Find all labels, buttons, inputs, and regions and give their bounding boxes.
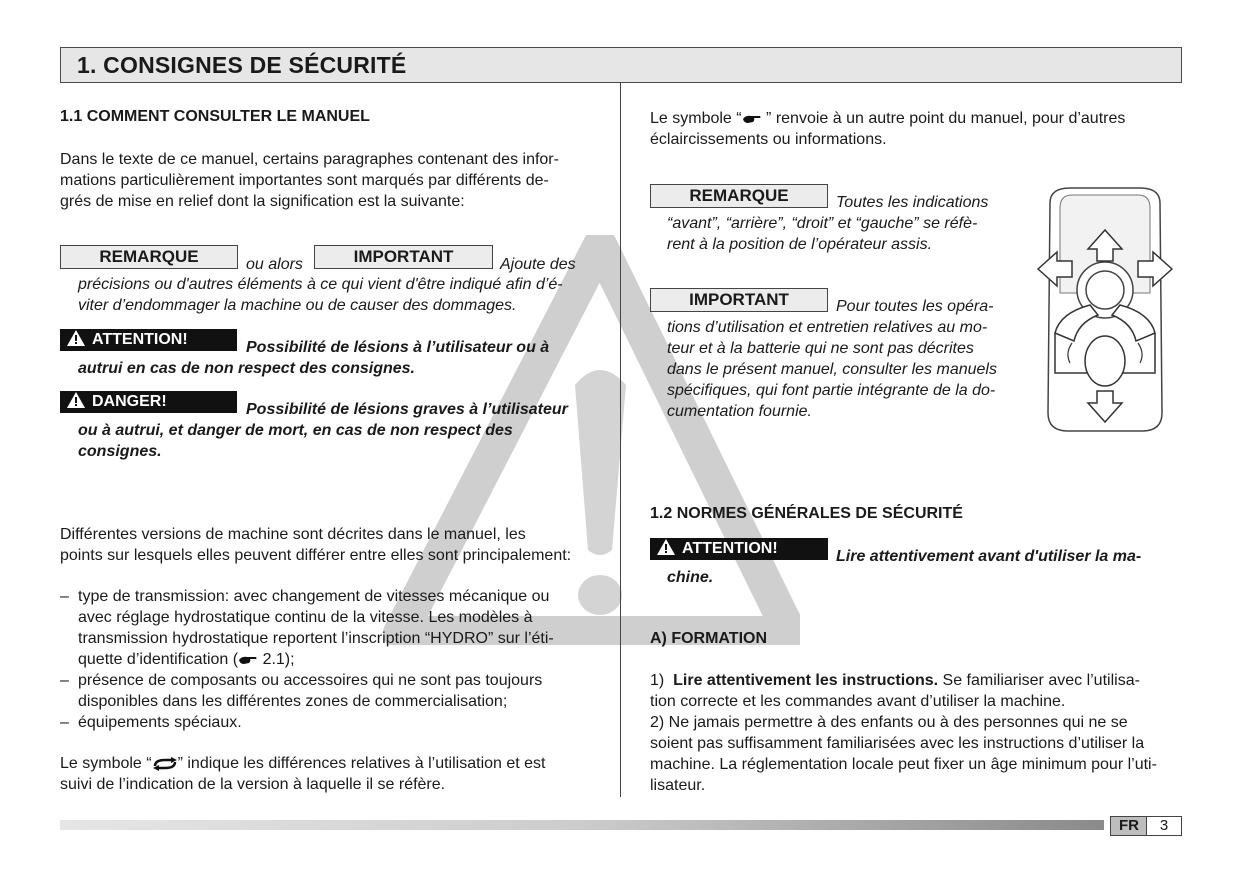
danger-label xyxy=(60,391,237,413)
warning-icon xyxy=(66,391,86,409)
intro-line: Dans le texte de ce manuel, certains paragraphes contenant des infor- xyxy=(60,151,559,168)
list-item xyxy=(60,670,600,712)
list-line: présence de composants ou accessoires qui ne sont pas toujours xyxy=(78,672,543,689)
attention-label xyxy=(60,329,237,351)
formation-line: 2) Ne jamais permettre à des enfants ou à des personnes qui ne se xyxy=(650,714,1128,731)
item-1-rest: Se familiariser avec l’utilisa- xyxy=(938,672,1140,689)
symbol-paragraph xyxy=(60,753,546,795)
remarque-line: “avant”, “arrière”, “droit” et “gauche” se réfè- xyxy=(667,215,978,232)
section-1-2-title: 1.2 NORMES GÉNÉRALES DE SÉCURITÉ xyxy=(650,505,963,522)
list-line: avec réglage hydrostatique continu de la vitesse. Les modèles à xyxy=(78,609,533,626)
important-line: dans le présent manuel, consulter les manuels xyxy=(667,361,997,378)
symbol-line xyxy=(60,753,546,774)
remarque-text-line1: Toutes les indications xyxy=(836,194,989,211)
important-text-line1: Pour toutes les opéra- xyxy=(836,298,994,315)
attention-text-line1: Lire attentivement avant d'utiliser la ma- xyxy=(836,548,1142,565)
list-item xyxy=(60,586,600,670)
item-number: 1) xyxy=(650,672,665,689)
important-label: IMPORTANT xyxy=(314,245,493,269)
operator-directions-diagram-icon xyxy=(1030,183,1180,435)
warning-icon xyxy=(66,329,86,347)
section-1-1-title: 1.1 COMMENT CONSULTER LE MANUEL xyxy=(60,108,370,125)
attention-text-line2: chine. xyxy=(667,569,714,586)
attention-label-text: ATTENTION! xyxy=(682,540,778,557)
remarque-explanation xyxy=(78,274,563,316)
list-item xyxy=(60,712,600,733)
remarque-line: précisions ou d'autres éléments à ce qui vient d'être indiqué afin d’é- xyxy=(78,276,563,293)
formation-items xyxy=(650,670,1180,796)
pointing-hand-icon xyxy=(238,654,258,666)
language-badge: FR xyxy=(1110,816,1148,836)
column-divider xyxy=(620,82,621,797)
important-line: tions d’utilisation et entretien relatives au mo- xyxy=(667,319,988,336)
pointer-paragraph xyxy=(650,108,1125,150)
attention-text-line2: autrui en cas de non respect des consignes. xyxy=(78,360,415,377)
list-dash: – xyxy=(60,672,69,689)
important-label: IMPORTANT xyxy=(650,288,828,312)
intro-line: grés de mise en relief dont la signification est la suivante: xyxy=(60,193,465,210)
pointer-line xyxy=(650,108,1125,129)
versions-intro xyxy=(60,524,571,566)
ajoute-des-text: Ajoute des xyxy=(500,256,576,273)
pointer-text-a: Le symbole “ xyxy=(650,110,742,127)
formation-line: machine. La réglementation locale peut fixer un âge minimum pour l’uti- xyxy=(650,756,1157,773)
danger-text-continued xyxy=(78,420,513,462)
symbol-text-a: Le symbole “ xyxy=(60,755,152,772)
remarque-label: REMARQUE xyxy=(60,245,238,269)
versions-line: points sur lesquels elles peuvent différer entre elles sont principalement: xyxy=(60,547,572,564)
list-dash: – xyxy=(60,588,69,605)
list-line: type de transmission: avec changement de vitesses mécanique ou xyxy=(78,588,550,605)
list-dash: – xyxy=(60,714,69,731)
list-line xyxy=(78,649,600,670)
page-number: 3 xyxy=(1146,816,1182,836)
item-1-bold: Lire attentivement les instructions. xyxy=(673,672,939,689)
pointing-hand-icon xyxy=(742,113,762,125)
versions-line: Différentes versions de machine sont décrites dans le manuel, les xyxy=(60,526,526,543)
versions-list xyxy=(60,586,600,733)
formation-title: A) FORMATION xyxy=(650,630,768,647)
attention-label-text: ATTENTION! xyxy=(92,331,188,348)
important-text-continued xyxy=(667,317,997,422)
version-variant-icon xyxy=(152,757,178,771)
warning-icon xyxy=(656,538,676,556)
formation-line: lisateur. xyxy=(650,777,706,794)
list-line-text: quette d’identification ( xyxy=(78,651,239,668)
list-line: transmission hydrostatique reportent l’inscription “HYDRO” sur l’éti- xyxy=(78,630,554,647)
pointer-text-b: ” renvoie à un autre point du manuel, pour d’autres xyxy=(761,110,1126,127)
section-header-bar xyxy=(60,47,1182,83)
important-line: spécifiques, qui font partie intégrante de la do- xyxy=(667,382,996,399)
section-ref: 2.1); xyxy=(262,651,295,668)
formation-line: tion correcte et les commandes avant d’utiliser la machine. xyxy=(650,693,1066,710)
ou-alors-text: ou alors xyxy=(246,256,303,273)
remarque-text-continued xyxy=(667,213,977,255)
remarque-line: viter d’endommager la machine ou de causer des dommages. xyxy=(78,297,517,314)
pointer-line: éclaircissements ou informations. xyxy=(650,131,887,148)
symbol-line: suivi de l’indication de la version à laquelle il se réfère. xyxy=(60,776,446,793)
footer-gradient-bar xyxy=(60,820,1104,830)
symbol-text-b: ” indique les différences relatives à l’utilisation et est xyxy=(177,755,546,772)
remarque-label: REMARQUE xyxy=(650,184,828,208)
danger-line: ou à autrui, et danger de mort, en cas de non respect des xyxy=(78,422,513,439)
intro-paragraph xyxy=(60,149,600,212)
danger-line: consignes. xyxy=(78,443,162,460)
formation-item-1 xyxy=(650,670,1180,691)
important-line: teur et à la batterie qui ne sont pas décrites xyxy=(667,340,974,357)
important-line: cumentation fournie. xyxy=(667,403,812,420)
attention-label xyxy=(650,538,828,560)
page-title: 1. CONSIGNES DE SÉCURITÉ xyxy=(77,52,407,78)
danger-label-text: DANGER! xyxy=(92,393,167,410)
list-line: équipements spéciaux. xyxy=(78,714,242,731)
remarque-line: rent à la position de l’opérateur assis. xyxy=(667,236,933,253)
formation-line: soient pas suffisamment familiarisées avec les instructions d’utiliser la xyxy=(650,735,1145,752)
danger-text-line1: Possibilité de lésions graves à l’utilisateur xyxy=(246,401,568,418)
list-line: disponibles dans les différentes zones de commercialisation; xyxy=(78,693,508,710)
intro-line: mations particulièrement importantes sont marqués par différents de- xyxy=(60,172,549,189)
attention-text-line1: Possibilité de lésions à l’utilisateur ou à xyxy=(246,339,550,356)
